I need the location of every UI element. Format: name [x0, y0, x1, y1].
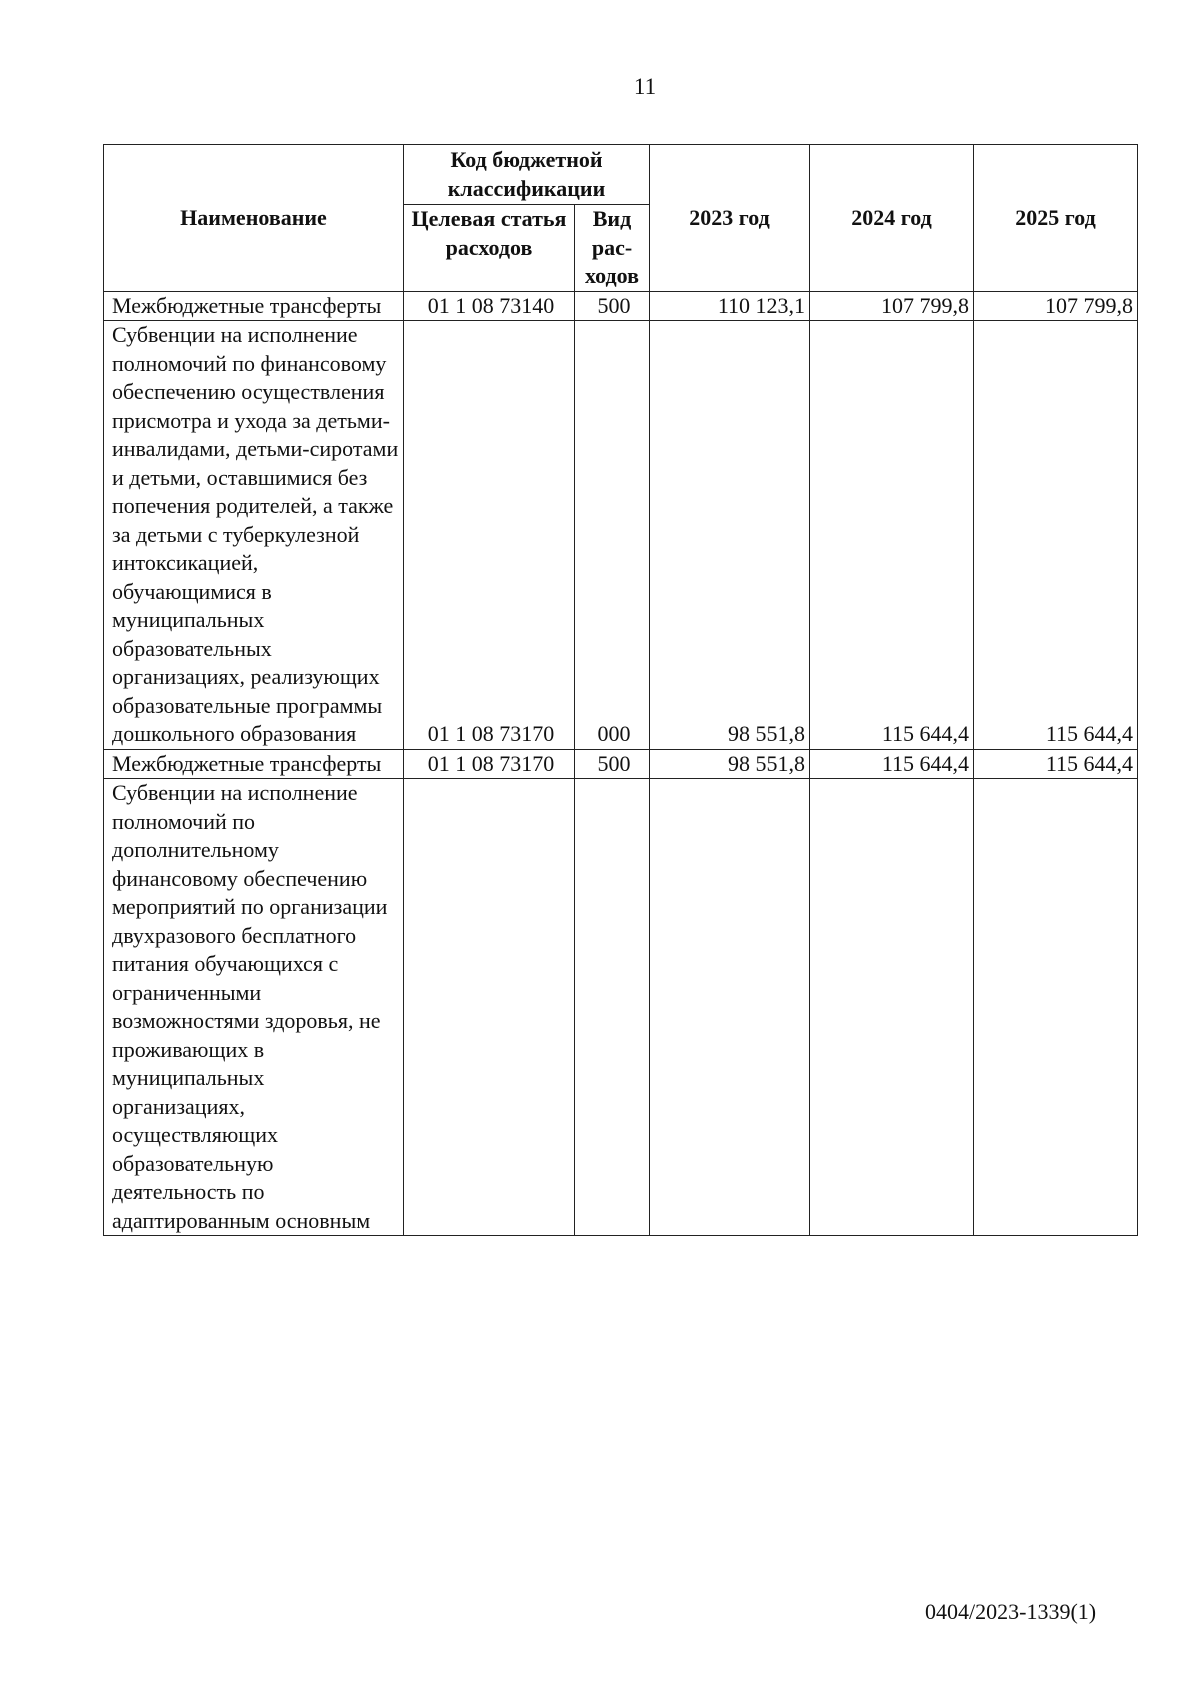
- row-value-2025: 107 799,8: [974, 291, 1138, 321]
- page-number: 11: [633, 74, 657, 99]
- row-value-2023: 98 551,8: [650, 321, 810, 750]
- row-target-article: [404, 779, 575, 1236]
- header-name: Наименование: [104, 145, 404, 292]
- document-code: 0404/2023-1339(1): [925, 1599, 1097, 1624]
- table-row: [104, 779, 1138, 1236]
- header-budget-code: Код бюджетной классификации: [404, 145, 650, 205]
- row-target-article: 01 1 08 73170: [404, 321, 575, 750]
- row-expense-kind: 500: [575, 291, 650, 321]
- row-name: Субвенции на исполнение полномочий по дополнительному финансовому обеспечению мероприятий по организации двухразового бесплатного питания обучающихся с ограниченными возможностями здоровья, не проживающих в муниципальных организациях, осуществляющих образовательную деятельность по адаптированным основным: [104, 779, 404, 1236]
- row-value-2025: [974, 779, 1138, 1236]
- row-value-2025: 115 644,4: [974, 321, 1138, 750]
- table-row: [104, 291, 1138, 321]
- header-expense-kind: Вид рас-ходов: [575, 205, 650, 292]
- row-name: Межбюджетные трансферты: [104, 291, 404, 321]
- table-row: [104, 321, 1138, 750]
- header-year-2024: 2024 год: [810, 145, 974, 292]
- row-value-2023: 98 551,8: [650, 749, 810, 779]
- row-expense-kind: 000: [575, 321, 650, 750]
- header-year-2023: 2023 год: [650, 145, 810, 292]
- row-target-article: 01 1 08 73170: [404, 749, 575, 779]
- header-target-article: Целевая статья расходов: [404, 205, 575, 292]
- table-header-row: [104, 145, 1138, 205]
- row-value-2024: 115 644,4: [810, 321, 974, 750]
- row-value-2024: [810, 779, 974, 1236]
- row-name: Субвенции на исполнение полномочий по финансовому обеспечению осуществления присмотра и ухода за детьми-инвалидами, детьми-сиротами и детьми, оставшимися без попечения родителей, а также за детьми с туберкулезной интоксикацией, обучающимися в муниципальных образовательных организациях, реализующих образовательные программы дошкольного образования: [104, 321, 404, 750]
- row-value-2024: 107 799,8: [810, 291, 974, 321]
- table-row: [104, 749, 1138, 779]
- row-expense-kind: [575, 779, 650, 1236]
- row-target-article: 01 1 08 73140: [404, 291, 575, 321]
- budget-table: [103, 144, 1138, 1236]
- row-value-2024: 115 644,4: [810, 749, 974, 779]
- row-name: Межбюджетные трансферты: [104, 749, 404, 779]
- row-value-2023: 110 123,1: [650, 291, 810, 321]
- row-value-2025: 115 644,4: [974, 749, 1138, 779]
- row-expense-kind: 500: [575, 749, 650, 779]
- row-value-2023: [650, 779, 810, 1236]
- header-year-2025: 2025 год: [974, 145, 1138, 292]
